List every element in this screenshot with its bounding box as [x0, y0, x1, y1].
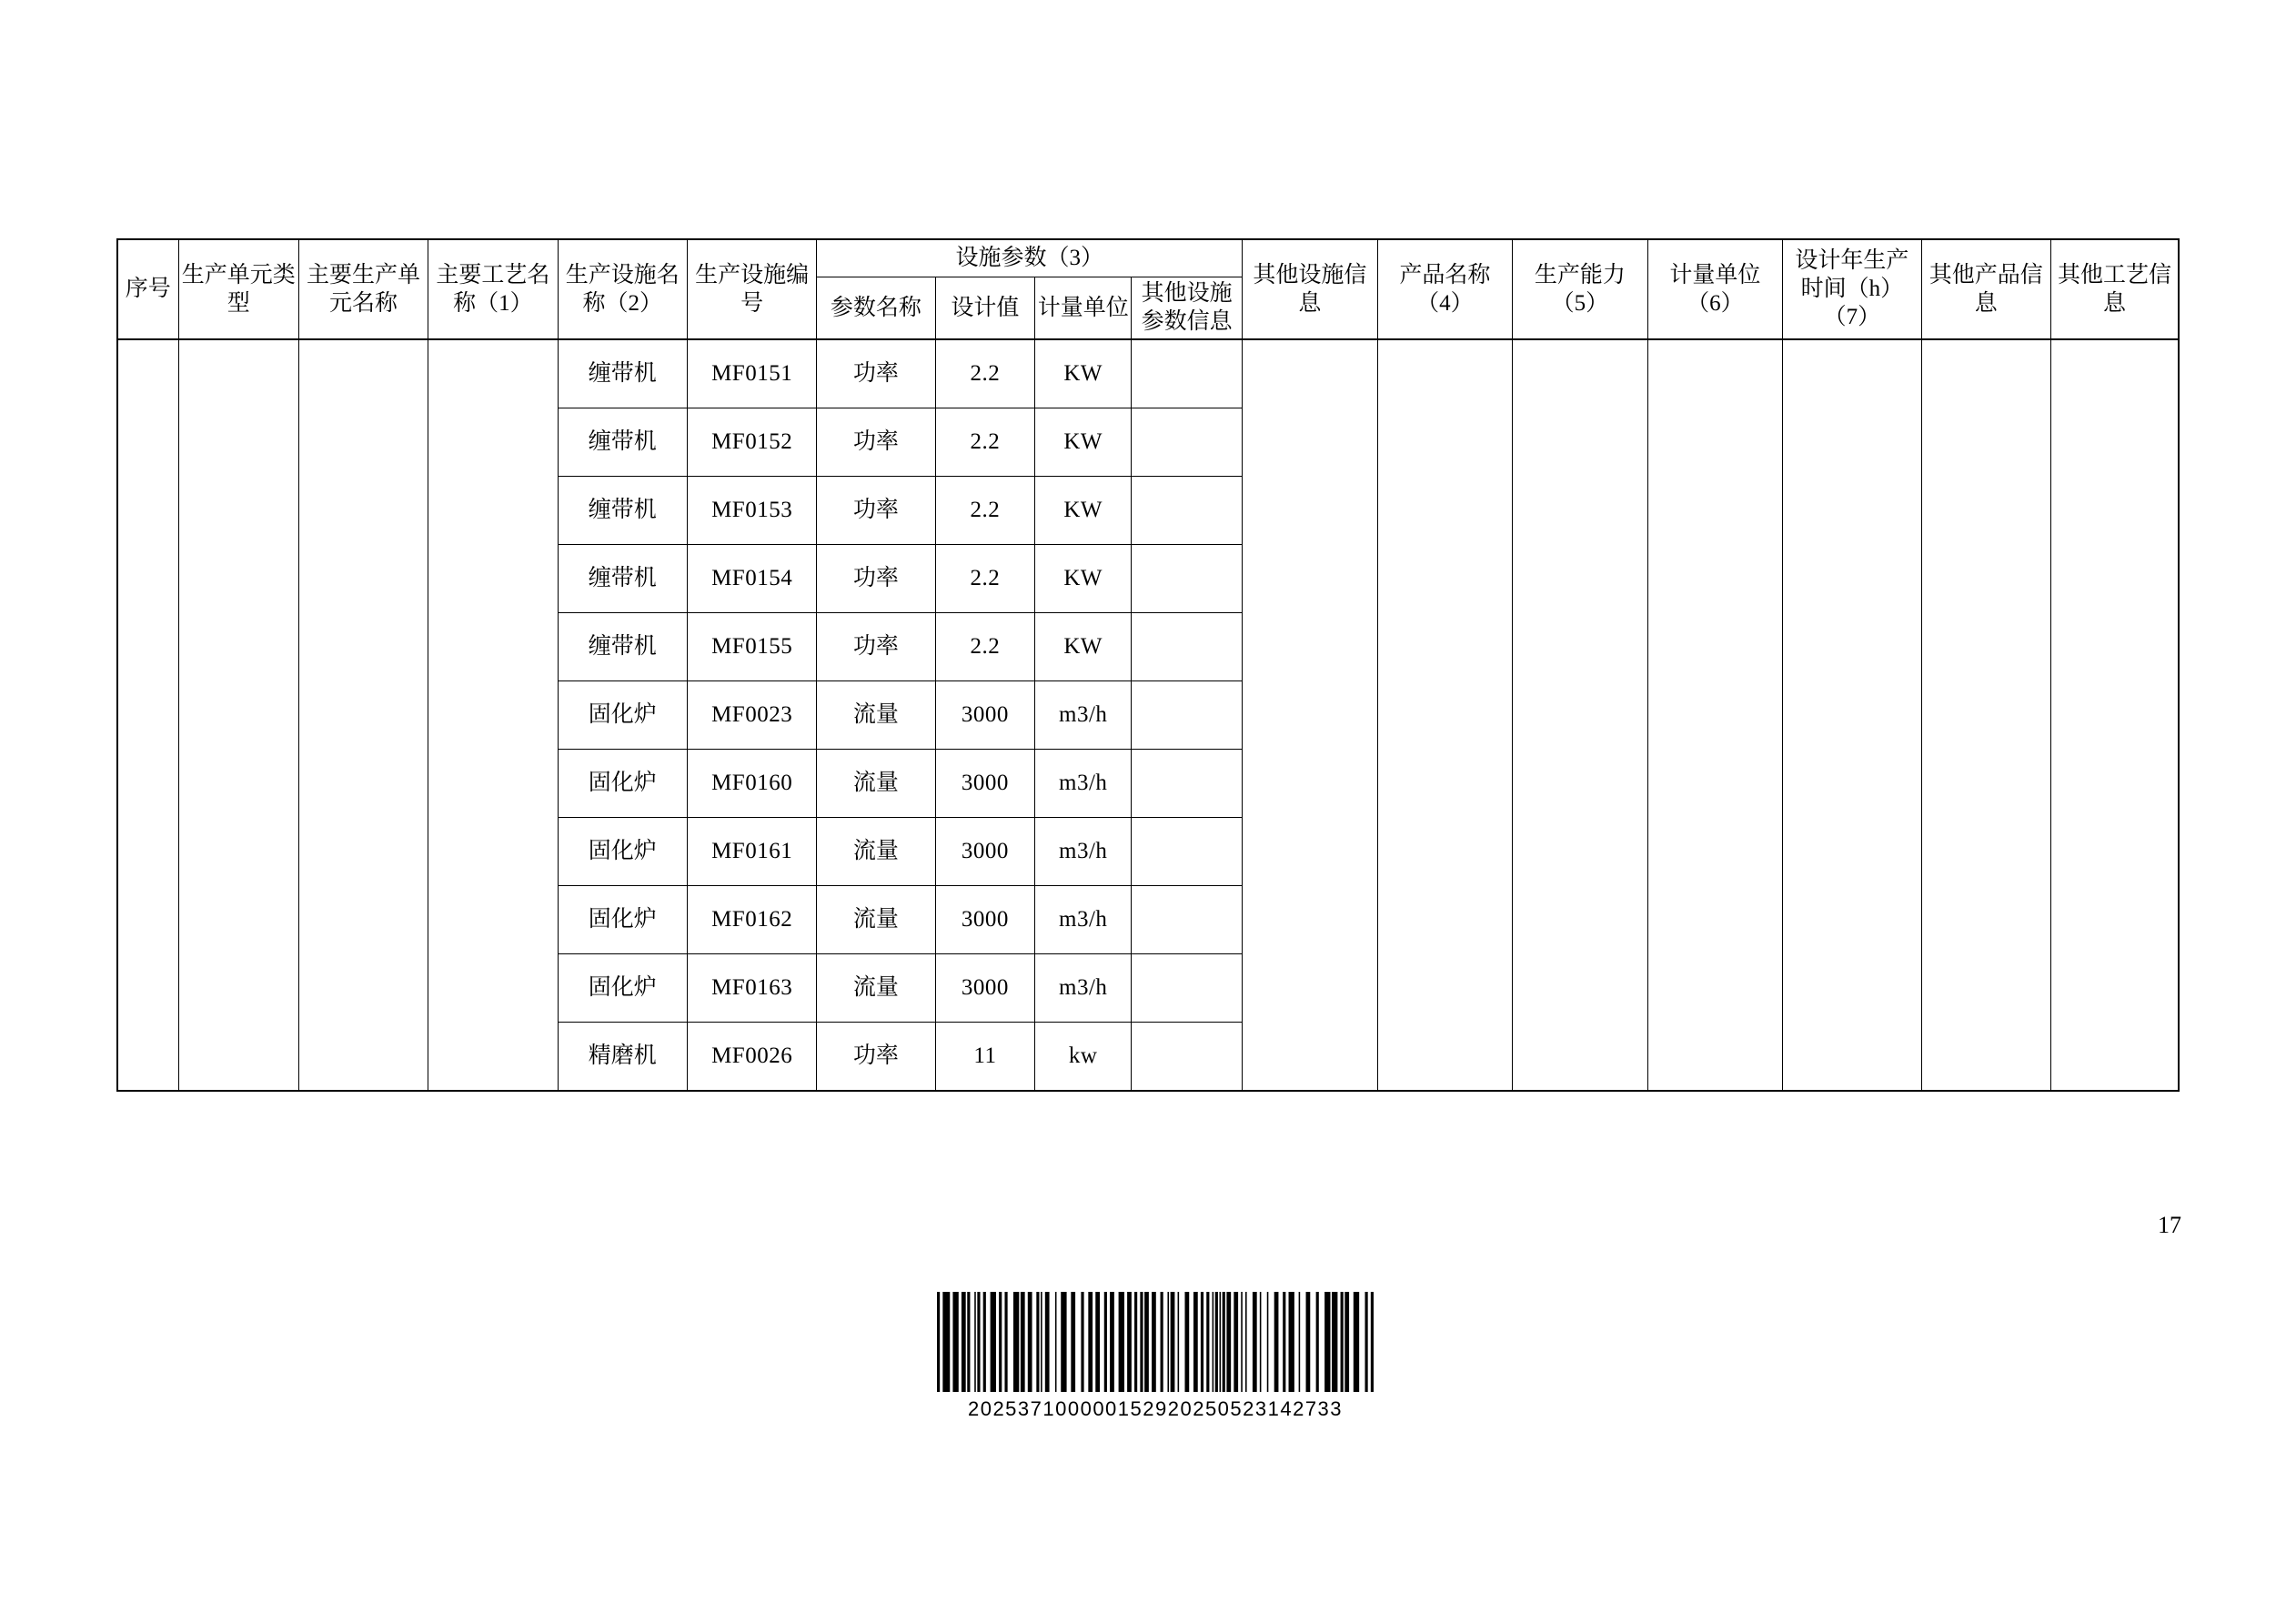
barcode-image — [937, 1292, 1374, 1392]
cell-other-param-info — [1132, 1022, 1243, 1091]
cell-other-product-info — [1921, 339, 2050, 1091]
cell-design-value: 11 — [935, 1022, 1035, 1091]
cell-other-param-info — [1132, 339, 1243, 408]
cell-process-name — [428, 339, 558, 1091]
col-header-product-name: 产品名称（4） — [1377, 239, 1512, 339]
table-row — [117, 339, 2179, 408]
cell-param-name: 功率 — [817, 612, 935, 680]
cell-measurement-unit — [1647, 339, 1782, 1091]
cell-design-value: 3000 — [935, 953, 1035, 1022]
cell-facility-code: MF0155 — [687, 612, 816, 680]
col-header-production-capacity: 生产能力（5） — [1513, 239, 1647, 339]
cell-facility-code: MF0026 — [687, 1022, 816, 1091]
cell-facility-name: 精磨机 — [558, 1022, 687, 1091]
cell-other-param-info — [1132, 680, 1243, 749]
cell-param-name: 流量 — [817, 680, 935, 749]
cell-measure-unit: m3/h — [1035, 749, 1132, 817]
cell-measure-unit: KW — [1035, 476, 1132, 544]
cell-design-value: 3000 — [935, 680, 1035, 749]
cell-other-facility-info — [1243, 339, 1377, 1091]
barcode-number: 202537100000152920250523142733 — [967, 1397, 1344, 1420]
table-header-row-1 — [117, 239, 2179, 277]
cell-facility-code: MF0153 — [687, 476, 816, 544]
table-header — [117, 239, 2179, 339]
cell-design-value: 2.2 — [935, 339, 1035, 408]
cell-param-name: 功率 — [817, 408, 935, 476]
cell-measure-unit: m3/h — [1035, 885, 1132, 953]
cell-param-name: 功率 — [817, 339, 935, 408]
cell-measure-unit: m3/h — [1035, 953, 1132, 1022]
cell-param-name: 流量 — [817, 953, 935, 1022]
cell-design-value: 2.2 — [935, 544, 1035, 612]
cell-facility-name: 固化炉 — [558, 680, 687, 749]
page-number: 17 — [2158, 1212, 2181, 1238]
cell-measure-unit: KW — [1035, 544, 1132, 612]
cell-facility-name: 固化炉 — [558, 953, 687, 1022]
col-header-other-param-info: 其他设施参数信息 — [1132, 277, 1243, 339]
cell-facility-code: MF0163 — [687, 953, 816, 1022]
cell-facility-code: MF0152 — [687, 408, 816, 476]
cell-other-param-info — [1132, 885, 1243, 953]
cell-other-process-info — [2051, 339, 2180, 1091]
cell-design-value: 2.2 — [935, 408, 1035, 476]
cell-facility-code: MF0151 — [687, 339, 816, 408]
cell-unit-type — [178, 339, 298, 1091]
cell-design-value: 2.2 — [935, 612, 1035, 680]
production-facility-table-wrap — [116, 238, 2180, 1092]
cell-production-capacity — [1513, 339, 1647, 1091]
cell-measure-unit: KW — [1035, 339, 1132, 408]
cell-measure-unit: KW — [1035, 408, 1132, 476]
cell-facility-name: 缠带机 — [558, 408, 687, 476]
cell-measure-unit: kw — [1035, 1022, 1132, 1091]
col-header-facility-code: 生产设施编号 — [687, 239, 816, 339]
cell-other-param-info — [1132, 953, 1243, 1022]
cell-other-param-info — [1132, 749, 1243, 817]
cell-facility-name: 缠带机 — [558, 476, 687, 544]
cell-other-param-info — [1132, 476, 1243, 544]
cell-facility-code: MF0161 — [687, 817, 816, 885]
cell-param-name: 功率 — [817, 476, 935, 544]
col-header-seq: 序号 — [117, 239, 178, 339]
col-header-unit-name: 主要生产单元名称 — [298, 239, 428, 339]
cell-facility-code: MF0154 — [687, 544, 816, 612]
cell-param-name: 功率 — [817, 544, 935, 612]
cell-other-param-info — [1132, 817, 1243, 885]
barcode-block — [937, 1292, 1374, 1421]
cell-param-name: 流量 — [817, 749, 935, 817]
col-header-param-name: 参数名称 — [817, 277, 935, 339]
cell-seq — [117, 339, 178, 1091]
col-header-design-annual-time: 设计年生产时间（h）（7） — [1783, 239, 1922, 339]
cell-design-value: 3000 — [935, 885, 1035, 953]
cell-param-name: 流量 — [817, 817, 935, 885]
col-header-other-process-info: 其他工艺信息 — [2051, 239, 2180, 339]
cell-measure-unit: KW — [1035, 612, 1132, 680]
cell-facility-name: 固化炉 — [558, 817, 687, 885]
cell-facility-name: 缠带机 — [558, 612, 687, 680]
cell-design-value: 2.2 — [935, 476, 1035, 544]
col-header-other-product-info: 其他产品信息 — [1921, 239, 2050, 339]
col-header-facility-name: 生产设施名称（2） — [558, 239, 687, 339]
cell-facility-code: MF0160 — [687, 749, 816, 817]
cell-other-param-info — [1132, 612, 1243, 680]
col-header-other-facility-info: 其他设施信息 — [1243, 239, 1377, 339]
cell-design-value: 3000 — [935, 817, 1035, 885]
cell-facility-name: 固化炉 — [558, 749, 687, 817]
cell-other-param-info — [1132, 408, 1243, 476]
table-body — [117, 339, 2179, 1091]
cell-design-value: 3000 — [935, 749, 1035, 817]
cell-design-annual-time — [1783, 339, 1922, 1091]
col-header-facility-params-group: 设施参数（3） — [817, 239, 1243, 277]
cell-facility-name: 缠带机 — [558, 339, 687, 408]
cell-unit-name — [298, 339, 428, 1091]
cell-product-name — [1377, 339, 1512, 1091]
cell-facility-code: MF0023 — [687, 680, 816, 749]
cell-measure-unit: m3/h — [1035, 680, 1132, 749]
cell-facility-name: 缠带机 — [558, 544, 687, 612]
col-header-measure-unit: 计量单位 — [1035, 277, 1132, 339]
cell-param-name: 功率 — [817, 1022, 935, 1091]
cell-facility-code: MF0162 — [687, 885, 816, 953]
cell-param-name: 流量 — [817, 885, 935, 953]
cell-other-param-info — [1132, 544, 1243, 612]
col-header-process-name: 主要工艺名称（1） — [428, 239, 558, 339]
cell-measure-unit: m3/h — [1035, 817, 1132, 885]
production-facility-table — [116, 238, 2180, 1092]
cell-facility-name: 固化炉 — [558, 885, 687, 953]
col-header-design-value: 设计值 — [935, 277, 1035, 339]
col-header-unit-type: 生产单元类型 — [178, 239, 298, 339]
col-header-measurement-unit: 计量单位（6） — [1647, 239, 1782, 339]
